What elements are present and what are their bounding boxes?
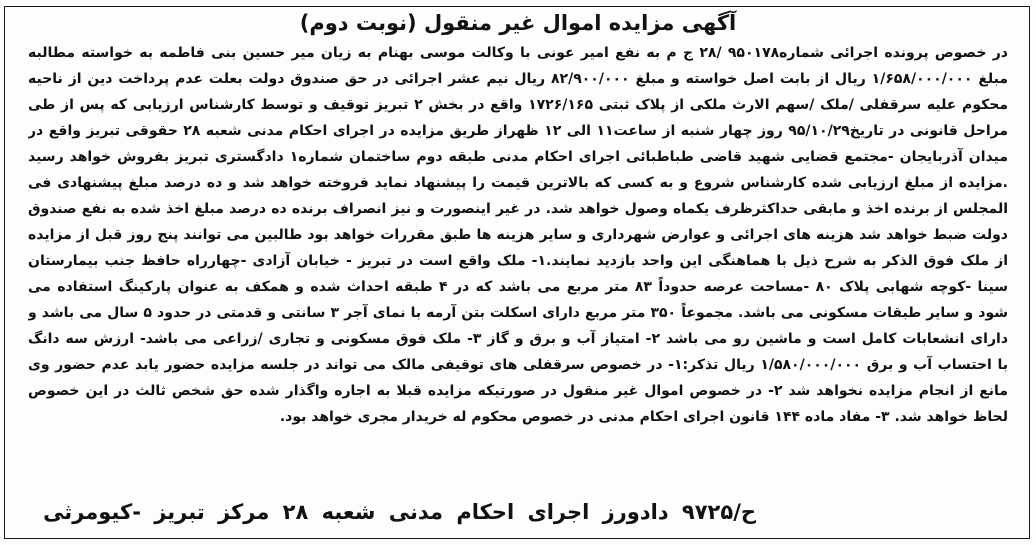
notice-line: با احتساب آب و برق ۱/۵۸۰/۰۰۰/۰۰۰ ریال تذکر:۱- در خصوص سرقفلی های توقیفی مالک می تواند در جلسه مزایده حضور یابد عدم حضور وی	[28, 357, 1008, 373]
notice-line: المجلس از برنده اخذ و مابقی حداکثرظرف یکماه وصول خواهد شد. در غیر اینصورت و نیز انصراف برنده ده درصد مبلغ اخذ شده به نفع صندوق	[28, 201, 1008, 217]
notice-line: مراحل قانونی در تاریخ۹۵/۱۰/۲۹ روز چهار شنبه از ساعت۱۱ الی ۱۲ ظهراز طریق مزایده در اجرای احکام مدنی شعبه ۲۸ حقوقی تبریز واقع در	[28, 123, 1008, 139]
notice-title: آگهی مزایده اموال غیر منقول (نوبت دوم)	[299, 11, 737, 35]
notice-line: دارای انشعابات کامل است و ماشین رو می باشد ۲- امتیاز آب و برق و گاز ۳- ملک فوق مسکونی و تجاری /زراعی می باشد- ارزش سه دانگ	[28, 331, 1008, 347]
notice-body	[28, 40, 1008, 430]
notice-line: شود و سایر طبقات مسکونی می باشد. مجموعاً ۳۵۰ متر مربع دارای اسکلت بتن آرمه با نمای آجر ۳ سانتی و قدمتی در حدود ۵ سال می باشد و	[28, 305, 1008, 321]
notice-line: دولت ضبط خواهد شد هزینه های اجرائی و عوارض شهرداری و سایر هزینه ها طبق مقررات خواهد بود طالبین می توانند پنج روز قبل از مزایده	[28, 227, 1008, 243]
notice-line: سینا -کوچه شهابی پلاک ۸۰ -مساحت عرصه حدوداً ۸۳ متر مربع می باشد که در ۴ طبقه احداث شده و همکف به عنوان پارکینگ استفاده می	[28, 279, 1008, 295]
notice-line: مانع از انجام مزایده نخواهد شد ۲- در خصوص اموال غیر منقول در صورتیکه مزایده قبلا به اجاره واگذار شده حق شخص ثالث در این خصوص	[28, 383, 1008, 399]
notice-line: از ملک فوق الذکر به شرح ذیل با هماهنگی این واحد بازدید نمایند.۱- ملک واقع است در تبریز - خیابان آزادی -چهارراه حافظ جنب بیمارستان	[28, 253, 1008, 269]
notice-line: در خصوص پرونده اجرائی شماره۹۵۰۱۷۸ /۲۸ ج م به نفع امیر عونی با وکالت موسی بهنام به زیان میر حسین بنی فاطمه به خواسته مطالبه	[28, 45, 1008, 61]
notice-line: میدان آذربایجان -مجتمع قضایی شهید قاضی طباطبائی اجرای احکام مدنی طبقه دوم ساختمان شماره۱ دادگستری تبریز بفروش خواهد رسید	[28, 149, 1008, 165]
notice-signature: ح/۹۷۲۵ دادورز اجرای احکام مدنی شعبه ۲۸ مرکز تبریز -کیومرثی	[43, 500, 756, 524]
notice-line: .مزایده از مبلغ ارزیابی شده کارشناس شروع و به کسی که بالاترین قیمت را پیشنهاد نماید فروخته خواهد شد و ده درصد مبلغ پیشنهادی فی	[28, 175, 1008, 191]
notice-line: مبلغ ۱/۶۵۸/۰۰۰/۰۰۰ ریال از بابت اصل خواسته و مبلغ ۸۲/۹۰۰/۰۰۰ ریال نیم عشر اجرائی در حق صندوق دولت بعلت عدم پرداخت دین از ناحیه	[28, 71, 1008, 87]
notice-line: لحاظ خواهد شد. ۳- مفاد ماده ۱۴۴ قانون اجرای احکام مدنی در خصوص محکوم له خریدار مجری خواهد بود.	[279, 409, 1008, 425]
notice-line: محکوم علیه سرقفلی /ملک /سهم الارث ملکی از پلاک ثبتی ۱۷۲۶/۱۶۵ واقع در بخش ۲ تبریز توقیف و توسط کارشناس ارزیابی که پس از طی	[28, 97, 1008, 113]
